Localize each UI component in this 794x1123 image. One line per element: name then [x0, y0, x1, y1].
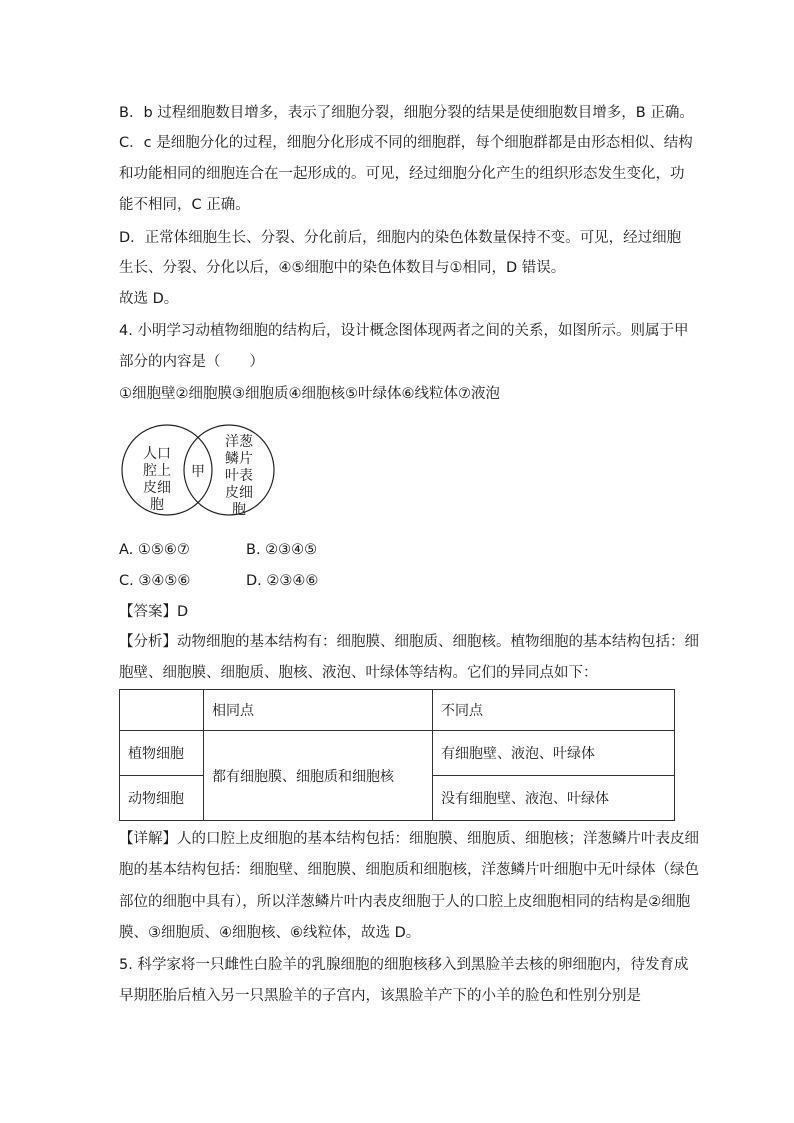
option-b-explanation: B．b 过程细胞数目增多，表示了细胞分裂，细胞分裂的结果是使细胞数目增多，B 正确。: [119, 105, 694, 121]
venn-right-label-3: 叶表: [225, 468, 253, 484]
venn-right-label-4: 皮细: [225, 485, 253, 501]
detail-1: 【详解】人的口腔上皮细胞的基本结构包括：细胞膜、细胞质、细胞核；洋葱鳞片叶表皮细: [119, 831, 699, 847]
conclusion: 故选 D。: [119, 291, 179, 307]
table-header-row: [120, 690, 675, 731]
option-b: B. ②③④⑤: [246, 542, 318, 558]
option-c-explanation-2: 和功能相同的细胞连合在一起形成的。可见，经过细胞分化产生的组织形态发生变化，功: [119, 166, 685, 182]
table-row-plant: [120, 731, 675, 776]
venn-left-label-4: 胞: [150, 497, 164, 513]
venn-right-label-2: 鳞片: [225, 451, 253, 467]
option-a: A. ①⑤⑥⑦: [119, 542, 190, 558]
comparison-table: [119, 689, 675, 821]
analysis-2: 胞壁、细胞膜、细胞质、胞核、液泡、叶绿体等结构。它们的异同点如下：: [119, 665, 598, 681]
detail-2: 胞的基本结构包括：细胞壁、细胞膜、细胞质和细胞核，洋葱鳞片叶细胞中无叶绿体（绿色: [119, 862, 699, 878]
analysis-1: 【分析】动物细胞的基本结构有：细胞膜、细胞质、细胞核。植物细胞的基本结构包括：细: [119, 634, 699, 650]
table-cell-animal-diff: 没有细胞壁、液泡、叶绿体: [433, 776, 675, 821]
option-d-explanation-1: D．正常体细胞生长、分裂、分化前后，细胞内的染色体数量保持不变。可见，经过细胞: [119, 230, 682, 246]
table-header-empty: [120, 690, 204, 731]
question-5-stem-1: 5. 科学家将一只雌性白脸羊的乳腺细胞的细胞核移入到黑脸羊去核的卵细胞内，待发育成: [119, 957, 689, 973]
question-4-stem-2: 部分的内容是（ ）: [119, 354, 264, 370]
table-cell-same: 都有细胞膜、细胞质和细胞核: [204, 731, 433, 821]
venn-middle-label: 甲: [191, 464, 205, 480]
answer: 【答案】D: [119, 604, 189, 620]
table-header-diff: 不同点: [433, 690, 675, 731]
venn-diagram: [118, 420, 278, 520]
option-d-explanation-2: 生长、分裂、分化以后，④⑤细胞中的染色体数目与①相同，D 错误。: [119, 260, 566, 276]
venn-left-label-3: 皮细: [143, 480, 171, 496]
row-label-plant: 植物细胞: [120, 731, 204, 776]
option-c-explanation-3: 能不相同，C 正确。: [119, 197, 250, 213]
table-header-same: 相同点: [204, 690, 433, 731]
venn-left-label-2: 腔上: [143, 463, 171, 479]
venn-right-label-5: 胞: [232, 502, 246, 518]
venn-right-label-1: 洋葱: [225, 434, 253, 450]
question-4-items: ①细胞壁②细胞膜③细胞质④细胞核⑤叶绿体⑥线粒体⑦液泡: [119, 386, 500, 402]
question-5-stem-2: 早期胚胎后植入另一只黑脸羊的子宫内，该黑脸羊产下的小羊的脸色和性别分别是: [119, 988, 641, 1004]
venn-left-label-1: 人口: [143, 446, 171, 462]
table-cell-plant-diff: 有细胞壁、液泡、叶绿体: [433, 731, 675, 776]
detail-3: 部位的细胞中具有），所以洋葱鳞片叶内表皮细胞于人的口腔上皮细胞相同的结构是②细胞: [119, 894, 691, 910]
row-label-animal: 动物细胞: [120, 776, 204, 821]
option-c: C. ③④⑤⑥: [119, 573, 191, 589]
option-d: D. ②③④⑥: [246, 573, 319, 589]
question-4-stem-1: 4. 小明学习动植物细胞的结构后，设计概念图体现两者之间的关系，如图所示。则属于甲: [119, 323, 689, 339]
detail-4: 膜、③细胞质、④细胞核、⑥线粒体，故选 D。: [119, 925, 421, 941]
option-c-explanation-1: C．c 是细胞分化的过程，细胞分化形成不同的细胞群，每个细胞群都是由形态相似、结构: [119, 135, 693, 151]
